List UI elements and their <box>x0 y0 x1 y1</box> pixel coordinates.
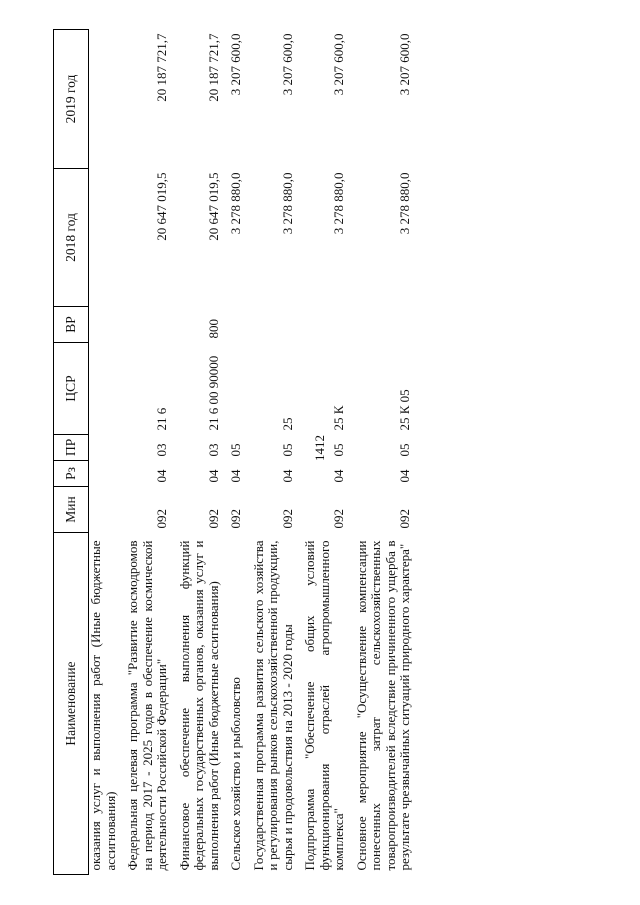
row-2019: 3 207 600,0 <box>228 33 243 96</box>
row-rz: 04 <box>205 469 221 483</box>
row-rz <box>89 461 125 487</box>
row-2018 <box>89 169 125 307</box>
row-name: Подпрограмма "Обеспечение общих условий функционирования отраслей агропромышленного комплекса" <box>302 540 346 871</box>
budget-page <box>53 30 588 875</box>
page-number: 1412 <box>312 435 327 461</box>
row-rz: 04 <box>279 469 295 483</box>
row-min: 092 <box>154 509 169 529</box>
row-2019 <box>89 30 125 169</box>
table-row <box>89 30 125 875</box>
row-pr: 05 <box>331 443 346 457</box>
header-2019: 2019 год <box>54 30 89 169</box>
row-name: Государственная программа развития сельского хозяйства и регулирования рынков сельскохозяйственной продукции, сырья и продовольствия на 2013 - 2020 годы <box>250 540 295 871</box>
table-header-row <box>54 30 89 875</box>
table-row <box>124 30 176 875</box>
row-name: Основное мероприятие "Осуществление компенсации понесенных затрат сельскохозяйственных товаропроизводителей вследствие причиненного ущерба в результате чрезвычайных ситуаций природного характера" <box>353 540 412 871</box>
row-pr: 05 <box>279 443 295 457</box>
budget-table <box>53 29 419 875</box>
row-2019: 20 187 721,7 <box>205 33 221 102</box>
row-rz: 04 <box>331 469 346 483</box>
row-min: 092 <box>205 509 221 529</box>
table-row <box>227 30 250 875</box>
row-2018: 3 278 880,0 <box>279 172 295 235</box>
row-2018: 20 647 019,5 <box>205 172 221 241</box>
row-2018: 3 278 880,0 <box>331 172 346 235</box>
row-2019: 20 187 721,7 <box>154 33 169 102</box>
row-2018: 3 278 880,0 <box>397 172 412 235</box>
row-name: оказания услуг и выполнения работ (Иные бюджетные ассигнования) <box>88 540 118 871</box>
row-min: 092 <box>331 509 346 529</box>
header-pr: ПР <box>54 435 89 461</box>
table-row <box>353 30 419 875</box>
row-csr: 25 <box>279 417 295 431</box>
row-pr: 03 <box>154 443 169 457</box>
row-csr: 21 6 <box>154 407 169 431</box>
header-2018: 2018 год <box>54 169 89 307</box>
row-vr <box>250 307 302 343</box>
row-2018: 3 278 880,0 <box>228 172 243 235</box>
header-rz: Рз <box>54 461 89 487</box>
row-min <box>89 487 125 533</box>
row-pr <box>89 435 125 461</box>
row-2018: 20 647 019,5 <box>154 172 169 241</box>
header-vr: ВР <box>54 307 89 343</box>
row-rz: 04 <box>397 469 412 483</box>
header-min: Мин <box>54 487 89 533</box>
row-min: 092 <box>279 509 295 529</box>
row-2019: 3 207 600,0 <box>331 33 346 96</box>
row-name: Финансовое обеспечение выполнения функций федеральных государственных органов, оказания услуг и выполнения работ (Иные бюджетные ассигнования) <box>176 540 221 871</box>
row-vr <box>227 307 250 343</box>
row-vr <box>353 307 419 343</box>
row-csr: 21 6 00 90000 <box>205 355 221 431</box>
header-csr: ЦСР <box>54 343 89 435</box>
row-pr: 05 <box>228 443 243 457</box>
row-vr <box>301 307 353 343</box>
row-csr: 25 К 05 <box>397 389 412 431</box>
row-csr <box>227 343 250 435</box>
table-row <box>250 30 302 875</box>
row-csr: 25 К <box>331 405 346 431</box>
row-2019: 3 207 600,0 <box>279 33 295 96</box>
row-name: Сельское хозяйство и рыболовство <box>228 677 243 871</box>
row-rz: 04 <box>228 469 243 483</box>
row-vr <box>89 307 125 343</box>
row-csr <box>89 343 125 435</box>
row-vr <box>124 307 176 343</box>
row-pr: 05 <box>397 443 412 457</box>
row-min: 092 <box>397 509 412 529</box>
row-vr: 800 <box>205 319 221 339</box>
table-row <box>176 30 228 875</box>
table-row <box>301 30 353 875</box>
row-name: Федеральная целевая программа "Развитие космодромов на период 2017 - 2025 годов в обеспечение космической деятельности Российской Федерации" <box>125 540 169 871</box>
row-2019: 3 207 600,0 <box>397 33 412 96</box>
row-pr: 03 <box>205 443 221 457</box>
row-rz: 04 <box>154 469 169 483</box>
row-min: 092 <box>228 509 243 529</box>
header-name: Наименование <box>54 533 89 875</box>
